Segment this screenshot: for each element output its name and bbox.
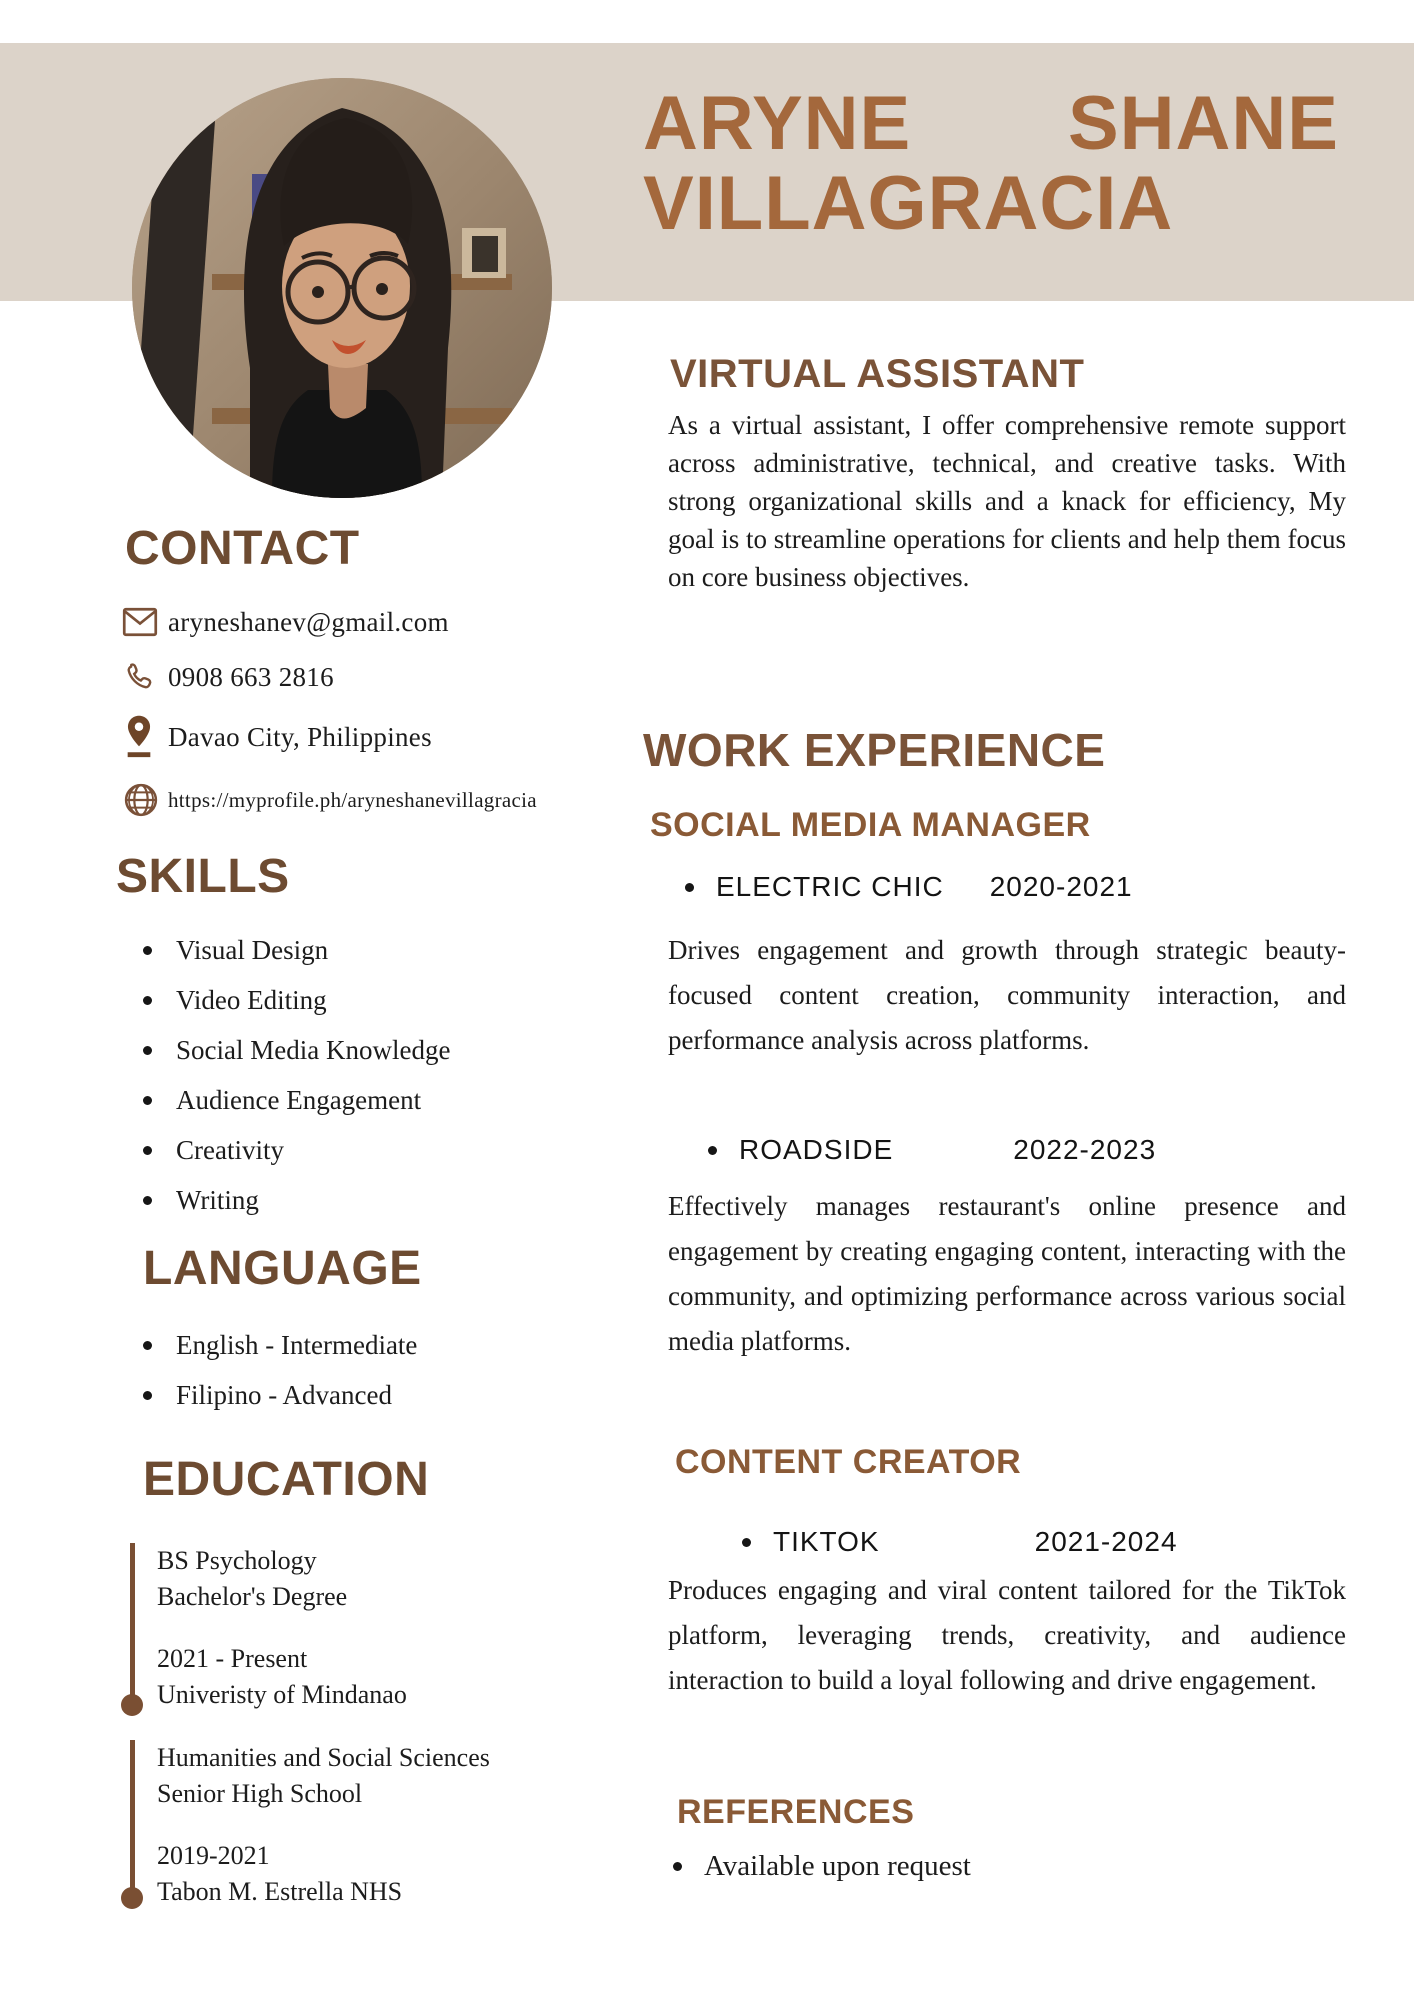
profile-photo	[132, 78, 552, 498]
bullet-icon	[708, 1146, 717, 1155]
language-section-title: LANGUAGE	[143, 1242, 422, 1295]
spacer	[157, 1615, 407, 1641]
summary-section-title: VIRTUAL ASSISTANT	[670, 352, 1085, 396]
skill-label: Social Media Knowledge	[176, 1034, 451, 1065]
bullet-icon	[143, 1096, 152, 1105]
bullet-icon	[143, 1046, 152, 1055]
bullet-icon	[143, 1196, 152, 1205]
role-title-content-creator: CONTENT CREATOR	[675, 1443, 1022, 1481]
contact-row-location	[122, 711, 662, 763]
skill-item	[143, 1025, 450, 1075]
email-icon	[122, 607, 168, 637]
profile-photo-illustration	[132, 78, 552, 498]
references-section-title: REFERENCES	[677, 1793, 915, 1831]
job-company: ELECTRIC CHIC	[716, 871, 944, 902]
contact-row-phone	[122, 655, 662, 699]
job-description: Drives engagement and growth through strategic beauty-focused content creation, community interaction, and performance analysis across platforms.	[668, 935, 1346, 1055]
job-dates: 2020-2021	[989, 871, 1133, 902]
name-word-middle: SHANE	[1067, 81, 1339, 166]
contact-row-website	[122, 777, 662, 823]
contact-list	[122, 601, 662, 823]
skill-label: Creativity	[176, 1134, 284, 1165]
name-line-1	[643, 81, 1339, 166]
bullet-icon	[143, 1146, 152, 1155]
skills-list	[143, 925, 450, 1225]
skill-item	[143, 1175, 450, 1225]
language-label: English - Intermediate	[176, 1329, 418, 1360]
language-item	[143, 1370, 417, 1420]
education-section-title: EDUCATION	[143, 1453, 430, 1506]
name-heading	[643, 81, 1339, 246]
education-degree: Humanities and Social Sciences	[157, 1743, 490, 1772]
education-date: 2021 - Present	[157, 1644, 308, 1673]
reference-item	[673, 1850, 971, 1883]
contact-row-email	[122, 601, 662, 643]
bullet-icon	[143, 1391, 152, 1400]
phone-icon	[122, 660, 168, 694]
education-program: Bachelor's Degree	[157, 1582, 348, 1611]
spacer	[157, 1812, 490, 1838]
summary-paragraph: As a virtual assistant, I offer comprehensive remote support across administrative, technical, and creative tasks. With strong organizational skills and a knack for efficiency, My goal is to streamline operations for clients and help them focus on core business objectives.	[668, 410, 1346, 592]
skill-label: Writing	[176, 1184, 259, 1215]
education-program: Senior High School	[157, 1779, 363, 1808]
bullet-icon	[742, 1538, 751, 1547]
job-description: Effectively manages restaurant's online presence and engagement by creating engaging content, interacting with the community, and optimizing performance across various social media platforms.	[668, 1191, 1346, 1356]
job-heading	[685, 871, 1133, 903]
contact-phone: 0908 663 2816	[168, 661, 334, 692]
language-label: Filipino - Advanced	[176, 1379, 392, 1410]
job-dates: 2021-2024	[1034, 1526, 1178, 1557]
job-heading	[742, 1526, 1178, 1558]
job-company: TIKTOK	[773, 1526, 880, 1557]
role-title-social-media-manager: SOCIAL MEDIA MANAGER	[650, 806, 1091, 844]
bullet-icon	[143, 946, 152, 955]
reference-label: Available upon request	[704, 1850, 971, 1882]
education-school: Tabon M. Estrella NHS	[157, 1877, 403, 1906]
skill-item	[143, 1125, 450, 1175]
education-entry	[130, 1543, 407, 1707]
job-company: ROADSIDE	[739, 1134, 894, 1165]
skill-item	[143, 975, 450, 1025]
education-date: 2019-2021	[157, 1841, 270, 1870]
education-degree: BS Psychology	[157, 1546, 317, 1575]
education-entry	[130, 1740, 490, 1906]
location-icon	[122, 714, 168, 760]
skills-section-title: SKILLS	[116, 850, 290, 903]
skill-label: Audience Engagement	[176, 1084, 422, 1115]
bullet-icon	[143, 1341, 152, 1350]
job-dates: 2022-2023	[1013, 1134, 1157, 1165]
work-section-title: WORK EXPERIENCE	[643, 724, 1106, 776]
skill-label: Visual Design	[176, 934, 329, 965]
bullet-icon	[673, 1862, 682, 1871]
skill-item	[143, 1075, 450, 1125]
language-item	[143, 1320, 417, 1370]
bullet-icon	[685, 883, 694, 892]
skill-item	[143, 925, 450, 975]
globe-icon	[122, 781, 168, 819]
name-word-last: VILLAGRACIA	[643, 161, 1174, 246]
job-description: Produces engaging and viral content tailored for the TikTok platform, leveraging trends, creativity, and audience interaction to build a loyal following and drive engagement.	[668, 1575, 1346, 1695]
skill-label: Video Editing	[176, 984, 327, 1015]
education-school: Univeristy of Mindanao	[157, 1680, 407, 1709]
contact-section-title: CONTACT	[125, 522, 360, 575]
bullet-icon	[143, 996, 152, 1005]
name-word-first: ARYNE	[643, 81, 912, 166]
contact-location: Davao City, Philippines	[168, 721, 432, 752]
contact-website: https://myprofile.ph/aryneshanevillagracia	[168, 787, 537, 812]
language-list	[143, 1320, 417, 1420]
contact-email: aryneshanev@gmail.com	[168, 606, 449, 637]
job-heading	[708, 1134, 1156, 1166]
